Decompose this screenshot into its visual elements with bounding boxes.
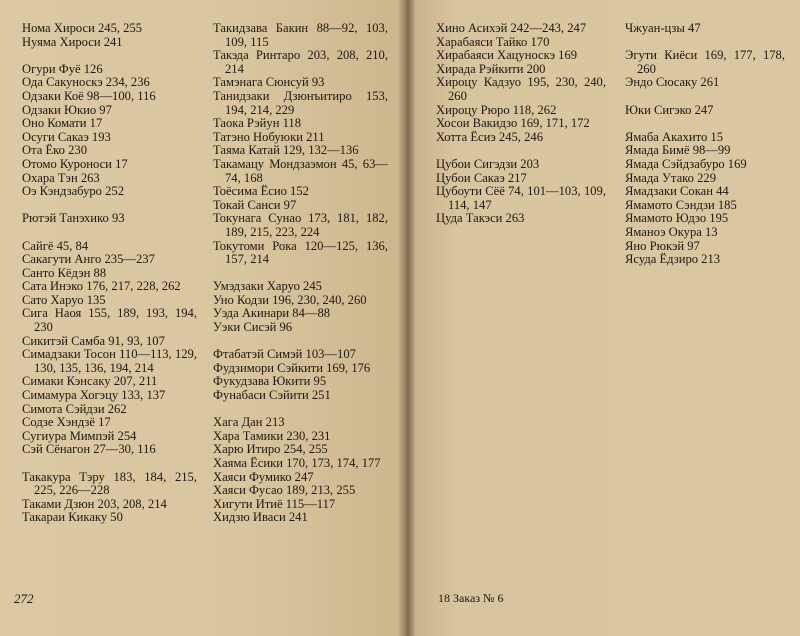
index-entry: Уэда Акинари 84—88 bbox=[213, 306, 331, 321]
index-entry: Нуяма Хироси 241 bbox=[22, 34, 123, 49]
index-entry: Чжуан-цзы 47 bbox=[625, 21, 701, 35]
index-entry: Симадзаки Тосон 110—113, 129, 130, 135, 136, 194, 214 bbox=[22, 347, 197, 375]
index-entry: Хаяма Ёсики 170, 173, 174, 177 bbox=[213, 456, 381, 470]
index-column-3 bbox=[436, 22, 606, 226]
index-entry: Хара Тамики 230, 231 bbox=[213, 428, 331, 443]
index-entry: Хирабаяси Хацуноскэ 169 bbox=[436, 48, 578, 63]
index-entry: Симота Сэйдзи 262 bbox=[22, 401, 127, 416]
index-entry: Ямадзаки Сокан 44 bbox=[625, 184, 729, 199]
letter-group-gap bbox=[22, 199, 197, 213]
index-column-1 bbox=[22, 22, 197, 525]
index-entry: Цубои Сигэдзи 203 bbox=[436, 156, 540, 171]
letter-group-gap bbox=[213, 403, 388, 417]
index-entry: Хотта Ёсиэ 245, 246 bbox=[436, 129, 543, 144]
letter-group-gap bbox=[625, 117, 785, 131]
index-entry: Такэда Ринтаро 203, 208, 210, 214 bbox=[213, 48, 388, 76]
index-entry: Токай Санси 97 bbox=[213, 197, 297, 212]
index-entry: Таяма Катай 129, 132—136 bbox=[213, 143, 359, 158]
index-entry: Ямамото Юдзо 195 bbox=[625, 211, 729, 226]
index-entry: Ода Сакуноскэ 234, 236 bbox=[22, 75, 150, 90]
index-entry: Эгути Киёси 169, 177, 178, 260 bbox=[625, 48, 785, 76]
index-entry: Яманоэ Окура 13 bbox=[625, 224, 718, 239]
index-entry: Яно Рюкэй 97 bbox=[625, 238, 700, 253]
index-entry: Цуда Такэси 263 bbox=[436, 211, 525, 226]
index-entry: Сэй Сёнагон 27—30, 116 bbox=[22, 442, 156, 457]
index-entry: Эндо Сюсаку 261 bbox=[625, 75, 720, 90]
index-entry: Рютэй Танэхико 93 bbox=[22, 211, 125, 226]
index-entry: Симамура Хогэцу 133, 137 bbox=[22, 388, 166, 403]
index-entry: Тоёсима Ёсио 152 bbox=[213, 184, 309, 199]
letter-group-gap bbox=[625, 90, 785, 104]
index-column-4 bbox=[625, 22, 785, 267]
index-entry: Огури Фуё 126 bbox=[22, 61, 103, 76]
index-entry: Сайгё 45, 84 bbox=[22, 238, 89, 253]
index-entry: Хироцу Рюро 118, 262 bbox=[436, 102, 557, 117]
index-entry: Осуги Сакаэ 193 bbox=[22, 129, 111, 144]
index-entry: Хироцу Кадзуо 195, 230, 240, 260 bbox=[436, 75, 606, 103]
index-entry: Одзаки Юкио 97 bbox=[22, 102, 112, 117]
index-entry: Сато Харуо 135 bbox=[22, 292, 106, 307]
index-entry: Ямамото Сэндзи 185 bbox=[625, 197, 737, 212]
index-entry: Отомо Куроноси 17 bbox=[22, 156, 128, 171]
index-entry: Охара Тэн 263 bbox=[22, 170, 100, 185]
index-entry: Хигути Итиё 115—117 bbox=[213, 496, 336, 511]
index-entry: Юки Сигэко 247 bbox=[625, 102, 714, 117]
index-entry: Сикитэй Самба 91, 93, 107 bbox=[22, 333, 165, 348]
index-entry: Цубоути Сёё 74, 101—103, 109, 114, 147 bbox=[436, 184, 606, 212]
index-entry: Сугиура Мимпэй 254 bbox=[22, 428, 137, 443]
index-entry: Ямаба Акахито 15 bbox=[625, 129, 724, 144]
index-entry: Ямада Утако 229 bbox=[625, 170, 716, 185]
index-entry: Одзаки Коё 98—100, 116 bbox=[22, 88, 156, 103]
index-entry: Содзе Хэндзё 17 bbox=[22, 415, 111, 430]
letter-group-gap bbox=[22, 226, 197, 240]
index-entry: Ясуда Ёдзиро 213 bbox=[625, 252, 721, 267]
index-entry: Хаяси Фусао 189, 213, 255 bbox=[213, 483, 356, 498]
index-entry: Нома Хироси 245, 255 bbox=[22, 21, 143, 35]
index-entry: Ямада Сэйдзабуро 169 bbox=[625, 156, 747, 171]
letter-group-gap bbox=[22, 457, 197, 471]
index-entry: Цубои Сакаэ 217 bbox=[436, 170, 527, 185]
index-column-2 bbox=[213, 22, 388, 525]
index-entry: Токутоми Рока 120—125, 136, 157, 214 bbox=[213, 238, 388, 267]
letter-group-gap bbox=[213, 267, 388, 281]
index-entry: Хосои Вакидзо 169, 171, 172 bbox=[436, 116, 590, 131]
index-entry: Хидзю Иваси 241 bbox=[213, 510, 308, 525]
letter-group-gap bbox=[22, 49, 197, 63]
index-entry: Уэки Сисэй 96 bbox=[213, 320, 293, 335]
index-entry: Танидзаки Дзюнъитиро 153, 194, 214, 229 bbox=[213, 88, 388, 117]
index-entry: Фукудзава Юкити 95 bbox=[213, 374, 327, 389]
index-entry: Такамацу Мондзаэмон 45, 63—74, 168 bbox=[213, 156, 388, 185]
index-entry: Уно Кодзи 196, 230, 240, 260 bbox=[213, 292, 367, 307]
index-entry: Харабаяси Тайко 170 bbox=[436, 34, 550, 49]
index-entry: Хаяси Фумико 247 bbox=[213, 469, 314, 484]
index-entry: Харю Итиро 254, 255 bbox=[213, 442, 328, 457]
letter-group-gap bbox=[436, 144, 606, 158]
index-entry: Санто Кёдэн 88 bbox=[22, 265, 107, 280]
index-entry: Татэно Нобуюки 211 bbox=[213, 129, 325, 144]
page-signature-right: 18 Заказ № 6 bbox=[438, 591, 504, 605]
index-entry: Ямада Бимё 98—99 bbox=[625, 143, 731, 158]
index-entry: Таока Рэйун 118 bbox=[213, 116, 302, 131]
index-entry: Сига Наоя 155, 189, 193, 194, 230 bbox=[22, 306, 197, 335]
index-entry: Такидзава Бакин 88—92, 103, 109, 115 bbox=[213, 21, 388, 49]
index-entry: Токунага Сунао 173, 181, 182, 189, 215, 223, 224 bbox=[213, 211, 388, 239]
book-gutter bbox=[398, 0, 416, 636]
index-entry: Симаки Кэнсаку 207, 211 bbox=[22, 374, 158, 389]
index-entry: Хирада Рэйкити 200 bbox=[436, 61, 546, 76]
index-entry: Такакура Тэру 183, 184, 215, 225, 226—228 bbox=[22, 469, 197, 498]
index-entry: Умэдзаки Харуо 245 bbox=[213, 279, 322, 294]
letter-group-gap bbox=[625, 36, 785, 50]
index-entry: Фунабаси Сэйити 251 bbox=[213, 388, 331, 403]
index-entry: Сата Инэко 176, 217, 228, 262 bbox=[22, 279, 181, 294]
index-entry: Фудзимори Сэйкити 169, 176 bbox=[213, 360, 371, 375]
index-entry: Оэ Кэндзабуро 252 bbox=[22, 184, 125, 199]
index-entry: Хага Дан 213 bbox=[213, 415, 285, 430]
index-entry: Ота Ёко 230 bbox=[22, 143, 87, 158]
page-number-left: 272 bbox=[14, 591, 34, 606]
letter-group-gap bbox=[213, 335, 388, 349]
index-entry: Хино Асихэй 242—243, 247 bbox=[436, 21, 587, 35]
index-entry: Такараи Кикаку 50 bbox=[22, 510, 123, 525]
index-entry: Фтабатэй Симэй 103—107 bbox=[213, 347, 356, 362]
index-entry: Сакагути Анго 235—237 bbox=[22, 252, 155, 267]
index-entry: Таками Дзюн 203, 208, 214 bbox=[22, 496, 167, 511]
index-entry: Оно Комати 17 bbox=[22, 116, 103, 131]
index-entry: Тамэнага Сюнсуй 93 bbox=[213, 75, 325, 90]
